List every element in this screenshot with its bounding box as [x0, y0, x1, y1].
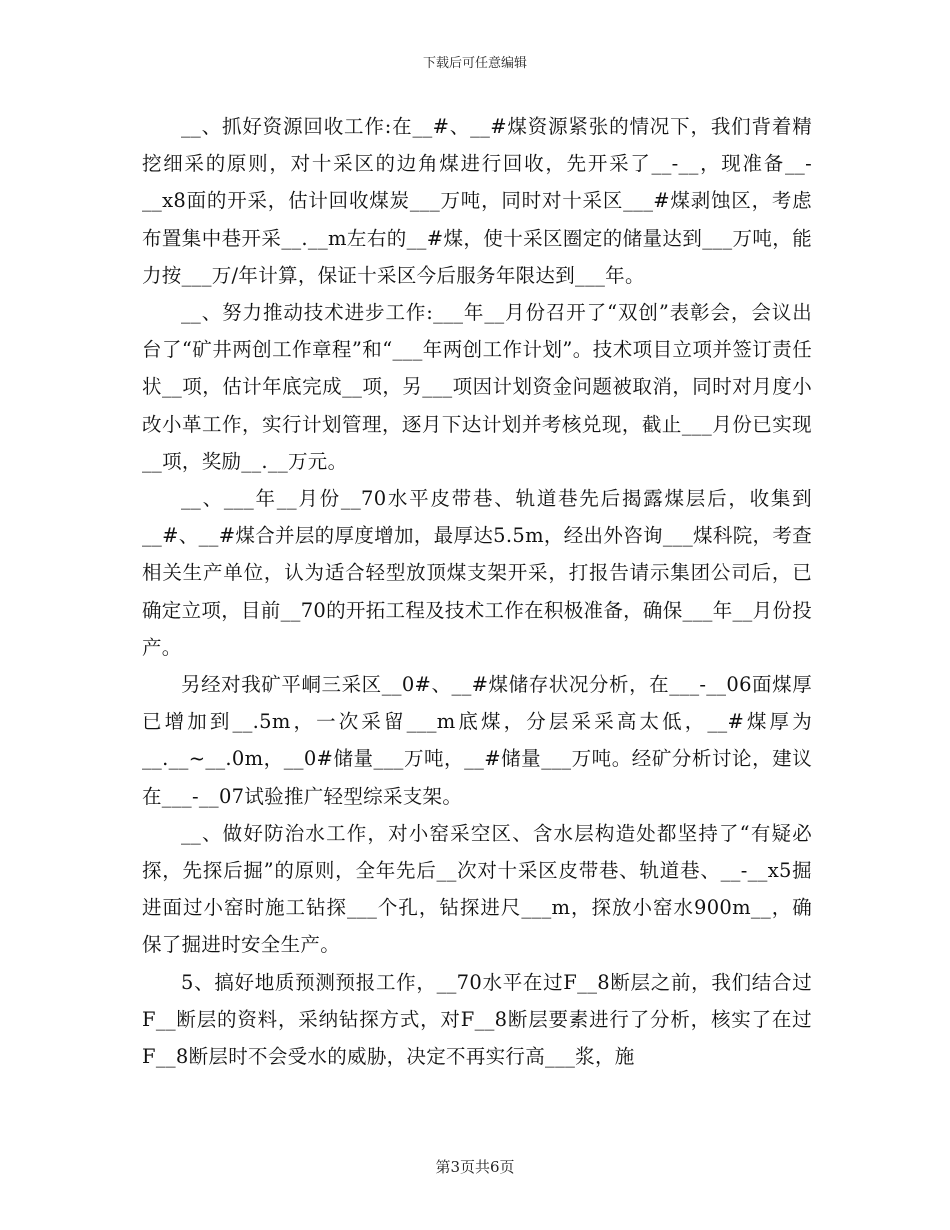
paragraph-coal-seam-merge: __、___年__月份__70水平皮带巷、轨道巷先后揭露煤层后，收集到__#、__#煤合并层的厚度增加，最厚达5.5m，经出外咨询___煤科院，考查相关生产单位，认为适合轻型放顶煤支架开采，打报告请示集团公司后，已确定立项，目前__70的开拓工程及技术工作在积极准备，确保___年__月份投产。: [142, 487, 812, 659]
page-header: 下载后可任意编辑: [422, 56, 527, 71]
paragraph-water-prevention: __、做好防治水工作，对小窑采空区、含水层构造处都坚持了“有疑必探，先探后掘”的原则，全年先后__次对十采区皮带巷、轨道巷、__-__x5掘进面过小窑时施工钻探___个孔，钻探进尺___m，探放小窑水900m__，确保了掘进时安全生产。: [142, 821, 812, 957]
page-number: 第3页共6页: [435, 1158, 515, 1176]
document-body: [142, 108, 812, 1075]
paragraph-third-mining-area: 另经对我矿平峒三采区__0#、__#煤储存状况分析，在___-__06面煤厚已增加到__.5m，一次采留___m底煤，分层采采高太低，__#煤厚为__.__~__.0m，__0#储量___万吨，__#储量___万吨。经矿分析讨论，建议在___-__07试验推广轻型综采支架。: [142, 673, 812, 808]
paragraph-resource-recovery: __、抓好资源回收工作:在__#、__#煤资源紧张的情况下，我们背着精挖细采的原则，对十采区的边角煤进行回收，先开采了__-__，现准备__-__x8面的开采，估计回收煤炭___万吨，同时对十采区___#煤剥蚀区，考虑布置集中巷开采__.__m左右的__#煤，使十采区圈定的储量达到___万吨，能力按___万/年计算，保证十采区今后服务年限达到___年。: [142, 115, 812, 287]
paragraph-technical-progress: __、努力推动技术进步工作:___年__月份召开了“双创”表彰会，会议出台了“矿井两创工作章程”和“___年两创工作计划”。技术项目立项并签订责任状__项，估计年底完成__项，另___项因计划资金问题被取消，同时对月度小改小革工作，实行计划管理，逐月下达计划并考核兑现，截止___月份已实现__项，奖励__.__万元。: [142, 301, 812, 473]
paragraph-geological-forecast: 5、搞好地质预测预报工作，__70水平在过F__8断层之前，我们结合过F__断层的资料，采纳钻探方式，对F__8断层要素进行了分析，核实了在过F__8断层时不会受水的威胁，决定不再实行高___浆，施: [142, 970, 812, 1069]
